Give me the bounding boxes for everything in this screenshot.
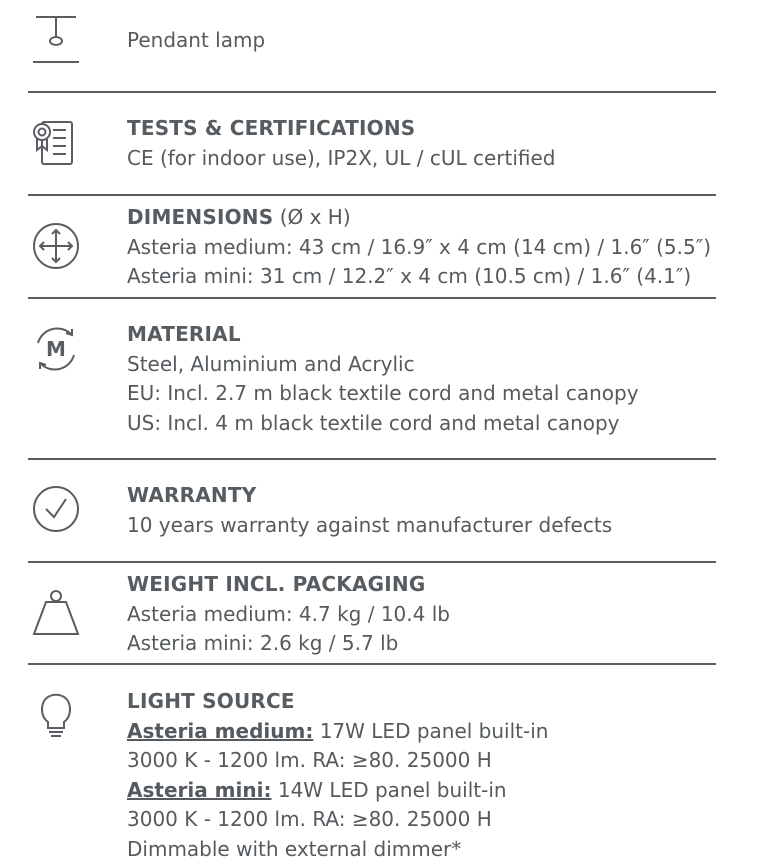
divider xyxy=(28,458,716,460)
material-cycle-icon xyxy=(28,321,84,377)
divider xyxy=(28,561,716,563)
asteria-medium-text: 17W LED panel built-in xyxy=(313,719,548,743)
pendant-lamp-icon xyxy=(28,12,84,68)
spec-light-title: LIGHT SOURCE xyxy=(127,687,747,717)
checkmark-circle-icon xyxy=(28,481,84,537)
asteria-mini-detail: 3000 K - 1200 lm. RA: ≥80. 25000 H xyxy=(127,805,747,835)
spec-material-title: MATERIAL xyxy=(127,320,747,350)
spec-warranty-line: 10 years warranty against manufacturer defects xyxy=(127,511,747,541)
asteria-medium-label: Asteria medium: xyxy=(127,719,313,743)
material-icon-letter: M xyxy=(46,337,66,361)
spec-certifications-title: TESTS & CERTIFICATIONS xyxy=(127,114,747,144)
divider xyxy=(28,663,716,665)
certificate-icon xyxy=(28,116,84,172)
spec-weight-title: WEIGHT INCL. PACKAGING xyxy=(127,570,747,600)
spec-dimensions-line: Asteria medium: 43 cm / 16.9″ x 4 cm (14 cm) / 1.6″ (5.5″) xyxy=(127,233,747,263)
divider xyxy=(28,91,716,93)
divider xyxy=(28,297,716,299)
spec-type-line: Pendant lamp xyxy=(127,26,747,56)
spec-certifications-line: CE (for indoor use), IP2X, UL / cUL certified xyxy=(127,144,747,174)
spec-dimensions-line: Asteria mini: 31 cm / 12.2″ x 4 cm (10.5 cm) / 1.6″ (4.1″) xyxy=(127,262,747,292)
asteria-medium-detail: 3000 K - 1200 lm. RA: ≥80. 25000 H xyxy=(127,746,747,776)
spec-weight-line: Asteria mini: 2.6 kg / 5.7 lb xyxy=(127,629,747,659)
spec-warranty-title: WARRANTY xyxy=(127,481,747,511)
lightbulb-icon xyxy=(28,688,84,744)
spec-material-line: EU: Incl. 2.7 m black textile cord and metal canopy xyxy=(127,379,747,409)
spec-dimensions-title-suffix: (Ø x H) xyxy=(280,205,351,229)
spec-material-line: Steel, Aluminium and Acrylic xyxy=(127,350,747,380)
asteria-mini-label: Asteria mini: xyxy=(127,778,271,802)
spec-weight-line: Asteria medium: 4.7 kg / 10.4 lb xyxy=(127,600,747,630)
asteria-mini-text: 14W LED panel built-in xyxy=(271,778,506,802)
spec-material-line: US: Incl. 4 m black textile cord and metal canopy xyxy=(127,409,747,439)
spec-dimensions-title: DIMENSIONS xyxy=(127,205,273,229)
dimmable-note: Dimmable with external dimmer* xyxy=(127,835,747,864)
weight-icon xyxy=(28,586,84,642)
divider xyxy=(28,194,716,196)
dimensions-arrows-icon xyxy=(28,218,84,274)
